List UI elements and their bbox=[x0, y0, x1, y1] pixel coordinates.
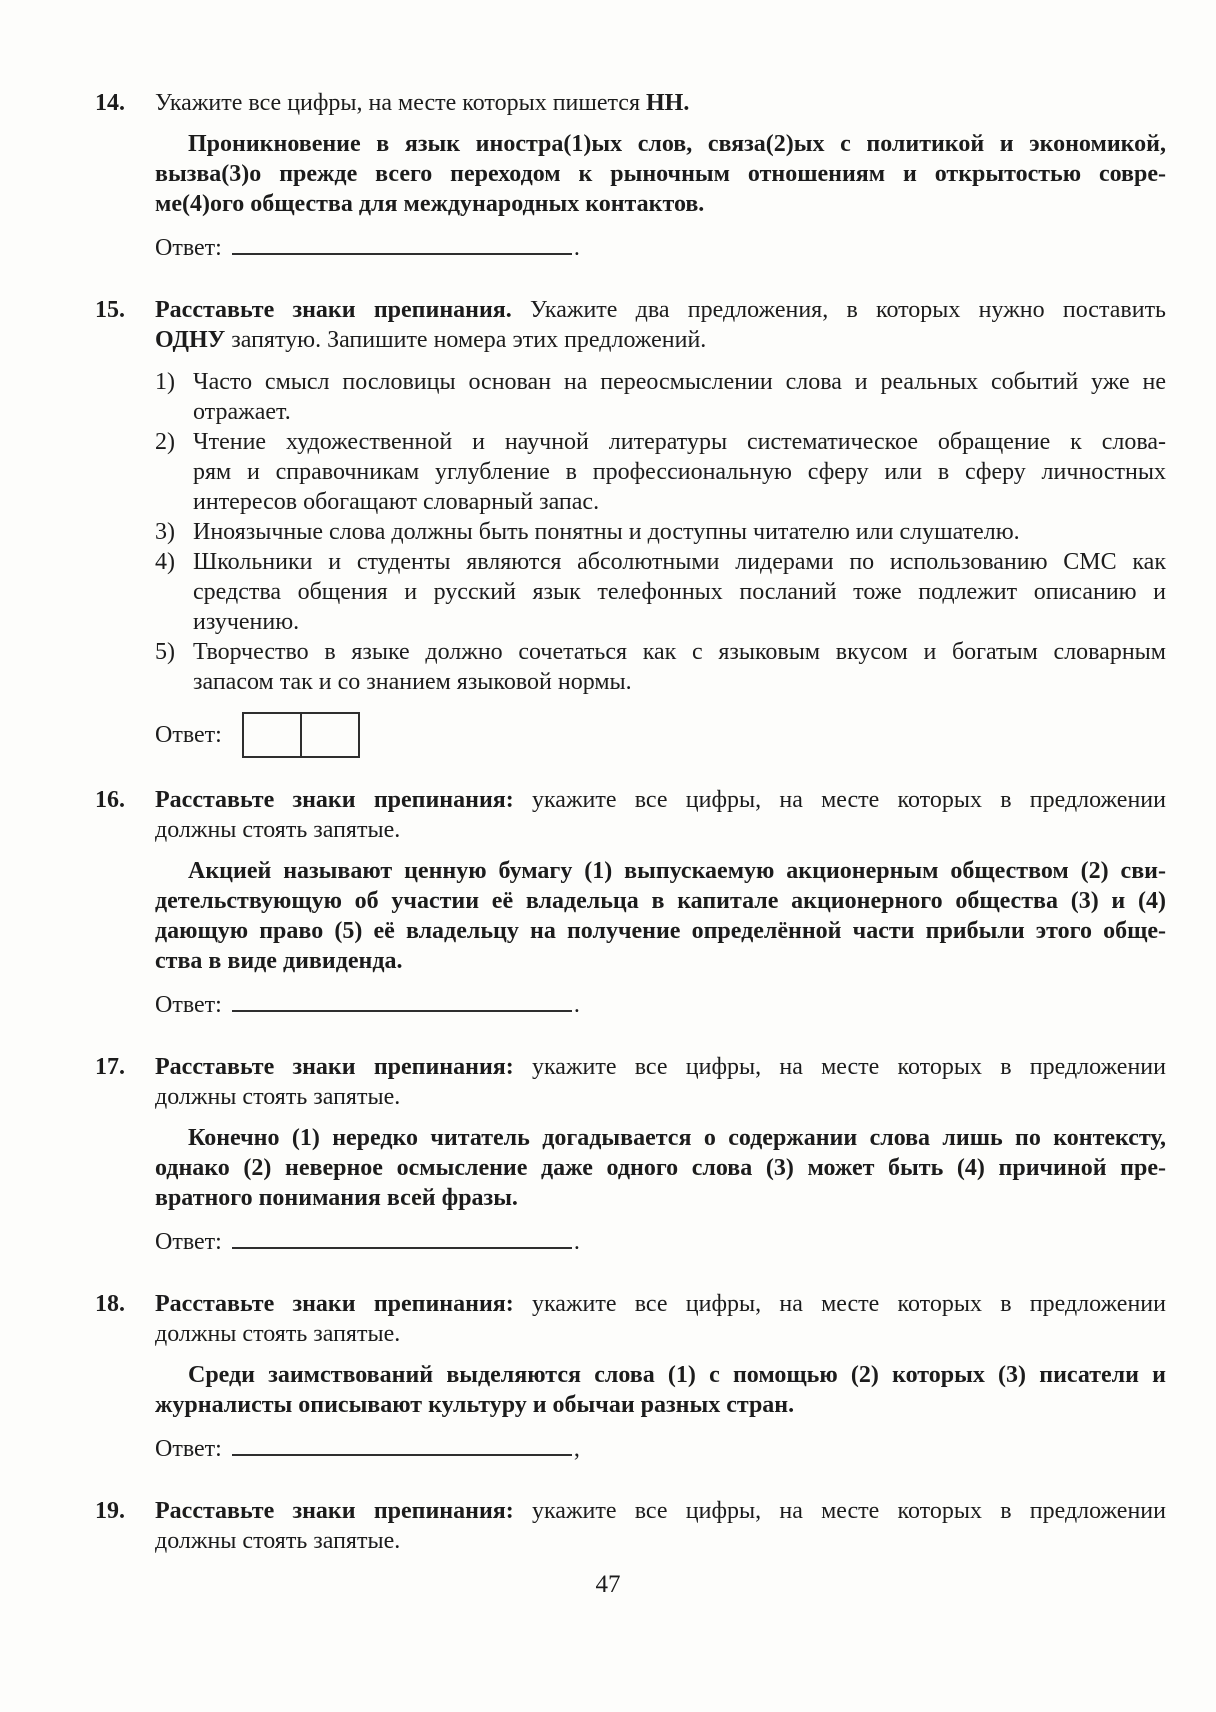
prompt-bold-text: НН. bbox=[646, 90, 690, 116]
question-19 bbox=[95, 1496, 1166, 1556]
question-17-sentence bbox=[155, 1123, 1166, 1213]
question-17-prompt-line-2: должны стоять запятые. bbox=[155, 1084, 401, 1110]
answer-label: Ответ: bbox=[155, 235, 222, 261]
sentence-line: детельствующую об участии её владельца в капитале акционерного общества (3) и (4) bbox=[155, 888, 1166, 914]
list-item-2 bbox=[155, 427, 1166, 517]
answer-label: Ответ: bbox=[155, 1436, 222, 1462]
answer-blank-line bbox=[232, 1247, 572, 1249]
question-18-sentence bbox=[155, 1360, 1166, 1420]
prompt-bold-text: Расставьте знаки препинания: bbox=[155, 1498, 514, 1524]
answer-row bbox=[155, 233, 1166, 269]
sentence-line: вызва(3)о прежде всего переходом к рыночным отношениям и открытостью совре- bbox=[155, 161, 1166, 187]
sentence-line: Проникновение в язык иностра(1)ых слов, связа(2)ых с политикой и экономикой, bbox=[188, 131, 1166, 157]
answer-boxes bbox=[242, 712, 360, 758]
prompt-text: укажите все цифры, на месте которых в предложении bbox=[513, 1291, 1166, 1317]
list-item-number: 1) bbox=[155, 369, 175, 395]
question-19-prompt-line-2: должны стоять запятые. bbox=[155, 1528, 401, 1554]
question-14-sentence bbox=[155, 129, 1166, 219]
question-17-prompt-line-1 bbox=[155, 1052, 1166, 1082]
answer-label: Ответ: bbox=[155, 722, 222, 748]
list-item-4 bbox=[155, 547, 1166, 637]
sentence-line: интересов обогащают словарный запас. bbox=[193, 489, 600, 515]
prompt-bold-text: Расставьте знаки препинания: bbox=[155, 1291, 514, 1317]
question-16-sentence bbox=[155, 856, 1166, 976]
answer-tail: . bbox=[573, 992, 580, 1018]
question-18-prompt-line-1 bbox=[155, 1289, 1166, 1319]
question-19-prompt-line-1 bbox=[155, 1496, 1166, 1526]
question-15-prompt-line-1 bbox=[155, 295, 1166, 325]
sentence-line: отражает. bbox=[193, 399, 291, 425]
sentence-line: Творчество в языке должно сочетаться как с языковым вкусом и богатым словарным bbox=[193, 639, 1166, 665]
sentence-line: вратного понимания всей фразы. bbox=[155, 1185, 518, 1211]
answer-label: Ответ: bbox=[155, 1229, 222, 1255]
sentence-line: изучению. bbox=[193, 609, 300, 635]
answer-row bbox=[155, 990, 1166, 1026]
question-18-number: 18. bbox=[95, 1291, 125, 1317]
sentence-line: Акцией называют ценную бумагу (1) выпускаемую акционерным обществом (2) сви- bbox=[188, 858, 1166, 884]
prompt-text: укажите все цифры, на месте которых в предложении bbox=[513, 787, 1166, 813]
question-15-number: 15. bbox=[95, 297, 125, 323]
list-item-1 bbox=[155, 367, 1166, 427]
answer-label: Ответ: bbox=[155, 992, 222, 1018]
sentence-line: ства в виде дивиденда. bbox=[155, 948, 403, 974]
question-17-number: 17. bbox=[95, 1054, 125, 1080]
question-16 bbox=[95, 785, 1166, 1026]
answer-tail: . bbox=[573, 1229, 580, 1255]
sentence-line: ме(4)ого общества для международных контактов. bbox=[155, 191, 705, 217]
list-item-number: 5) bbox=[155, 639, 175, 665]
sentence-line: Конечно (1) нередко читатель догадывается о содержании слова лишь по контексту, bbox=[188, 1125, 1166, 1151]
answer-cell-2 bbox=[302, 712, 360, 758]
sentence-line: запасом так и со знанием языковой нормы. bbox=[193, 669, 632, 695]
question-16-number: 16. bbox=[95, 787, 125, 813]
answer-blank-line bbox=[232, 1454, 572, 1456]
answer-blank-line bbox=[232, 253, 572, 255]
answer-blank-line bbox=[232, 1010, 572, 1012]
sentence-line: журналисты описывают культуру и обычаи разных стран. bbox=[155, 1392, 795, 1418]
question-15-prompt-line-2 bbox=[155, 325, 1166, 355]
list-item-number: 4) bbox=[155, 549, 175, 575]
options-list bbox=[155, 367, 1166, 697]
question-18 bbox=[95, 1289, 1166, 1470]
answer-row bbox=[155, 711, 1166, 759]
list-item-3 bbox=[155, 517, 1166, 547]
answer-tail: . bbox=[573, 235, 580, 261]
answer-row bbox=[155, 1227, 1166, 1263]
page-number: 47 bbox=[595, 1571, 621, 1598]
question-16-prompt-line-2: должны стоять запятые. bbox=[155, 817, 401, 843]
question-17 bbox=[95, 1052, 1166, 1263]
prompt-text: Укажите два предложения, в которых нужно поставить bbox=[511, 297, 1166, 323]
question-14-number: 14. bbox=[95, 90, 125, 116]
sentence-line: Школьники и студенты являются абсолютными лидерами по использованию СМС как bbox=[193, 549, 1166, 575]
prompt-text: укажите все цифры, на месте которых в предложении bbox=[513, 1498, 1166, 1524]
prompt-text: Укажите все цифры, на месте которых пишется bbox=[155, 90, 646, 116]
question-19-number: 19. bbox=[95, 1498, 125, 1524]
prompt-bold-text: Расставьте знаки препинания: bbox=[155, 1054, 514, 1080]
question-14 bbox=[95, 88, 1166, 269]
answer-cell-1 bbox=[242, 712, 302, 758]
sentence-line: дающую право (5) её владельцу на получение определённой части прибыли этого обще- bbox=[155, 918, 1166, 944]
sentence-line: однако (2) неверное осмысление даже одного слова (3) может быть (4) причиной пре- bbox=[155, 1155, 1166, 1181]
question-14-prompt bbox=[155, 88, 1166, 118]
list-item-number: 2) bbox=[155, 429, 175, 455]
question-15 bbox=[95, 295, 1166, 759]
sentence-line: Иноязычные слова должны быть понятны и доступны читателю или слушателю. bbox=[193, 519, 1020, 545]
sentence-line: Среди заимствований выделяются слова (1) с помощью (2) которых (3) писатели и bbox=[188, 1362, 1166, 1388]
prompt-bold-text: Расставьте знаки препинания. bbox=[155, 297, 512, 323]
prompt-bold-text: Расставьте знаки препинания: bbox=[155, 787, 514, 813]
prompt-text: укажите все цифры, на месте которых в предложении bbox=[513, 1054, 1166, 1080]
sentence-line: Чтение художественной и научной литературы систематическое обращение к слова- bbox=[193, 429, 1166, 455]
sentence-line: средства общения и русский язык телефонных посланий тоже подлежит описанию и bbox=[193, 579, 1166, 605]
sentence-line: рям и справочникам углубление в профессиональную сферу или в сферу личностных bbox=[193, 459, 1166, 485]
question-16-prompt-line-1 bbox=[155, 785, 1166, 815]
prompt-text: запятую. Запишите номера этих предложений. bbox=[225, 327, 707, 353]
sentence-line: Часто смысл пословицы основан на переосмыслении слова и реальных событий уже не bbox=[193, 369, 1166, 395]
answer-row bbox=[155, 1434, 1166, 1470]
list-item-number: 3) bbox=[155, 519, 175, 545]
list-item-5 bbox=[155, 637, 1166, 697]
prompt-bold-text: ОДНУ bbox=[155, 327, 226, 353]
question-18-prompt-line-2: должны стоять запятые. bbox=[155, 1321, 401, 1347]
answer-tail: , bbox=[573, 1436, 580, 1462]
